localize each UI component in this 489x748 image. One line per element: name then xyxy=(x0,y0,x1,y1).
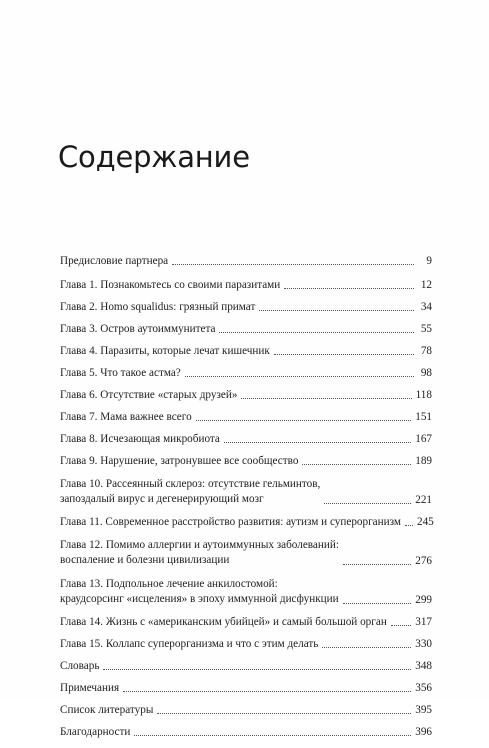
toc-entry xyxy=(60,726,432,739)
toc-entry-label: Глава 5. Что такое астма? xyxy=(60,367,181,379)
toc-entry xyxy=(60,367,432,380)
toc-entry-page: 348 xyxy=(415,660,432,672)
dot-leader xyxy=(123,691,411,692)
dot-leader xyxy=(224,442,411,443)
toc-entry-page: 299 xyxy=(415,594,432,606)
toc-entry-label: Благодарности xyxy=(60,726,131,738)
toc-entry-page: 317 xyxy=(415,616,432,628)
toc-entry xyxy=(60,477,432,507)
toc-entry-label: Предисловие партнера xyxy=(60,255,169,267)
toc-entry-label: Глава 9. Нарушение, затронувшее все сообщество xyxy=(60,455,299,467)
toc-entry-page: 12 xyxy=(420,279,432,291)
dot-leader xyxy=(405,525,413,526)
dot-leader xyxy=(284,288,414,289)
dot-leader xyxy=(219,332,414,333)
toc-entry xyxy=(60,255,432,268)
toc-entry xyxy=(60,433,432,446)
toc-entry-page: 98 xyxy=(420,367,432,379)
dot-leader xyxy=(259,310,414,311)
page-title: Содержание xyxy=(58,140,250,174)
toc-entry-label: Глава 8. Исчезающая микробиота xyxy=(60,433,220,445)
toc-entry-label: Глава 7. Мама важнее всего xyxy=(60,411,192,423)
dot-leader xyxy=(172,264,414,265)
toc-entry-label: Глава 2. Homo squalidus: грязный примат xyxy=(60,301,256,313)
toc-entry-label-line1: Глава 12. Помимо аллергии и аутоиммунных заболеваний: xyxy=(60,539,339,551)
toc-entry-label: Глава 15. Коллапс суперорганизма и что с этим делать xyxy=(60,638,319,650)
toc-entry xyxy=(60,704,432,717)
toc-entry-label: Глава 14. Жизнь с «американским убийцей» и самый большой орган xyxy=(60,616,387,628)
toc-entry-page: 245 xyxy=(416,516,434,528)
toc-entry-page: 276 xyxy=(415,555,432,567)
toc-entry xyxy=(60,638,432,651)
toc-entry xyxy=(60,577,432,607)
dot-leader xyxy=(322,647,411,648)
toc-entry-page: 55 xyxy=(420,323,432,335)
toc-entry xyxy=(60,682,432,695)
dot-leader xyxy=(324,503,411,504)
toc-entry xyxy=(60,345,432,358)
toc-entry-page: 78 xyxy=(420,345,432,357)
toc-entry-label: Список литературы xyxy=(60,704,154,716)
toc-entry xyxy=(60,389,432,402)
dot-leader xyxy=(241,398,411,399)
toc-entry-label: Глава 11. Современное расстройство развития: аутизм и суперорганизм xyxy=(60,516,401,528)
toc-entry-page: 167 xyxy=(415,433,432,445)
toc-entry-label: Глава 3. Остров аутоиммунитета xyxy=(60,323,216,335)
toc-entry-page: 221 xyxy=(415,494,432,506)
dot-leader xyxy=(391,625,411,626)
toc-entry xyxy=(60,323,432,336)
dot-leader xyxy=(343,564,411,565)
toc-entry xyxy=(60,411,432,424)
table-of-contents xyxy=(60,255,432,748)
toc-entry-label: Глава 4. Паразиты, которые лечат кишечник xyxy=(60,345,270,357)
toc-entry xyxy=(60,301,432,314)
dot-leader xyxy=(103,669,411,670)
toc-entry-label xyxy=(60,577,339,607)
toc-entry xyxy=(60,455,432,468)
toc-entry-page: 330 xyxy=(415,638,432,650)
toc-entry-label: Глава 6. Отсутствие «старых друзей» xyxy=(60,389,238,401)
toc-entry-page: 118 xyxy=(415,389,432,401)
toc-entry-label-line2: запоздалый вирус и дегенерирующий мозг xyxy=(60,493,264,505)
toc-entry-label-line1: Глава 13. Подпольное лечение анкилостомой: xyxy=(60,578,278,590)
toc-entry xyxy=(60,538,432,568)
dot-leader xyxy=(185,376,414,377)
toc-entry xyxy=(60,516,432,529)
toc-entry-page: 189 xyxy=(415,455,432,467)
dot-leader xyxy=(134,735,411,736)
toc-entry-page: 356 xyxy=(415,682,432,694)
toc-entry-label xyxy=(60,538,339,568)
toc-entry-page: 9 xyxy=(426,255,432,267)
dot-leader xyxy=(157,713,411,714)
toc-entry-page: 34 xyxy=(420,301,432,313)
toc-entry-page: 395 xyxy=(415,704,432,716)
dot-leader xyxy=(196,420,412,421)
toc-entry-page: 151 xyxy=(415,411,432,423)
dot-leader xyxy=(274,354,414,355)
toc-entry xyxy=(60,279,432,292)
dot-leader xyxy=(302,464,411,465)
toc-entry xyxy=(60,660,432,673)
toc-entry-label-line2: воспаление и болезни цивилизации xyxy=(60,554,230,566)
toc-entry-label xyxy=(60,477,320,507)
toc-entry-page: 396 xyxy=(415,726,432,738)
toc-entry-label-line2: краудсорсинг «исцеления» в эпоху иммунной дисфункции xyxy=(60,593,339,605)
dot-leader xyxy=(343,603,412,604)
toc-entry-label: Примечания xyxy=(60,682,120,694)
toc-entry-label: Глава 1. Познакомьтесь со своими паразитами xyxy=(60,279,281,291)
toc-entry-label-line1: Глава 10. Рассеянный склероз: отсутствие гельминтов, xyxy=(60,478,321,490)
toc-entry-label: Словарь xyxy=(60,660,100,672)
toc-entry xyxy=(60,616,432,629)
